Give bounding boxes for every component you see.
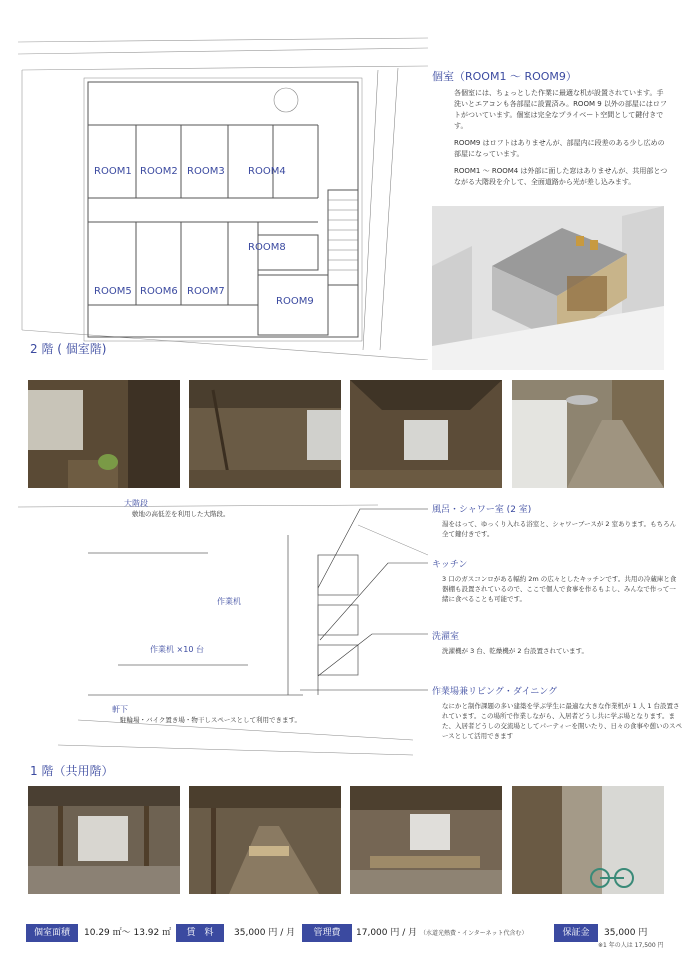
rent-value: 35,000 円 / 月 [234,928,296,938]
workspace-callout [432,684,682,741]
management-fee-amount: 17,000 円 / 月 [356,928,418,938]
kitchen-callout-body: 3 口のガスコンロがある幅約 2m の広々としたキッチンです。共用の冷蔵庫と食器棚も設置されているので、ここで個人で食事を作るもよし、みんなで作って一緒に食べることも可能です。 [442,575,677,603]
kitchen-callout [432,557,682,604]
kitchen-callout-title: キッチン [432,560,468,570]
laundry-callout-title: 洗濯室 [432,632,460,642]
laundry-callout [432,629,682,656]
rooms-description [432,88,668,188]
workdesk-count-label: 作業机 ×10 台 [150,645,204,654]
upper-floor-label: 2 階 ( 個室階) [30,342,107,356]
room9-label: ROOM9 [276,296,314,307]
deposit-note: ※1 年の人は 17,500 円 [598,942,664,949]
management-fee-note: （水道光熱費・インターネット代含む） [419,930,528,937]
lower-floor-label: 1 階（共用階） [30,764,114,778]
eaves-label-group [112,704,301,724]
common-photo-2 [189,786,341,894]
common-photo-1 [28,786,180,894]
workspace-callout-title: 作業場兼リビング・ダイニング [432,687,558,697]
second-floor-plan-drawing [18,30,428,360]
workdesk-label: 作業机 [217,597,241,606]
room-photo-2 [189,380,341,488]
bath-callout [432,502,682,539]
stairs-description: 敷地の高低差を利用した大階段。 [132,510,230,518]
room4-label: ROOM4 [248,166,286,177]
management-fee-badge: 管理費 [302,924,352,942]
room-photo-1 [28,380,180,488]
room1-label: ROOM1 [94,166,132,177]
room6-label: ROOM6 [140,286,178,297]
room7-label: ROOM7 [187,286,225,297]
common-photo-3 [350,786,502,894]
rooms-section-title: 個室（ROOM1 ～ ROOM9） [432,70,577,83]
deposit-badge: 保証金 [554,924,598,942]
stairs-label-group [124,498,230,518]
first-floor-plan-drawing [18,495,428,765]
eaves-description: 駐輪場・バイク置き場・物干しスペースとして利用できます。 [120,716,302,724]
rooms-paragraph: ROOM9 はロフトはありませんが、部屋内に段差のある少し広めの部屋になっています。 [454,139,665,158]
bath-callout-body: 湯をはって、ゆっくり入れる浴室と、シャワーブースが 2 室あります。もちろん全て鍵付きです。 [442,520,677,538]
common-photo-4 [512,786,664,894]
area-value: 10.29 ㎡～ 13.92 ㎡ [84,928,172,938]
area-badge: 個室面積 [26,924,78,942]
room3-label: ROOM3 [187,166,225,177]
room2-label: ROOM2 [140,166,178,177]
laundry-callout-body: 洗濯機が 3 台、乾燥機が 2 台設置されています。 [442,647,589,655]
room8-label: ROOM8 [248,242,286,253]
management-fee-value [356,924,527,943]
bath-callout-title: 風呂・シャワー室 (2 室) [432,505,532,515]
pricing-footer [26,922,666,949]
room-photo-3 [350,380,502,488]
room5-label: ROOM5 [94,286,132,297]
second-floor-plan [18,30,428,360]
deposit-value: 35,000 円 [604,928,648,938]
rooms-section [432,68,668,194]
rooms-paragraph: 各個室には、ちょっとした作業に最適な机が設置されています。手洗いとエアコンも各部屋に設置済み。ROOM 9 以外の部屋にはロフトがついています。個室は完全なプライベート空間として鍵付きです。 [454,89,667,130]
exterior-render [432,206,664,370]
room-photo-4 [512,380,664,488]
workspace-callout-body: なにかと制作課題の多い建築を学ぶ学生に最適な大きな作業机が 1 人 1 台設置されています。この場所で作業しながら、入居者どうし共に学ぶ場となります。また、入居者どうしの交流場としてパーティーを開いたり、日々の食事や憩いのスペースとして活用できます [442,702,682,740]
eaves-title: 軒下 [112,705,128,714]
rooms-paragraph: ROOM1 ～ ROOM4 は外部に面した窓はありませんが、共用部とつながる大階段を介して、全面道路から光が差し込みます。 [454,167,668,186]
first-floor-plan [18,495,428,765]
rent-badge: 賃 料 [176,924,224,942]
stairs-title: 大階段 [124,499,148,508]
